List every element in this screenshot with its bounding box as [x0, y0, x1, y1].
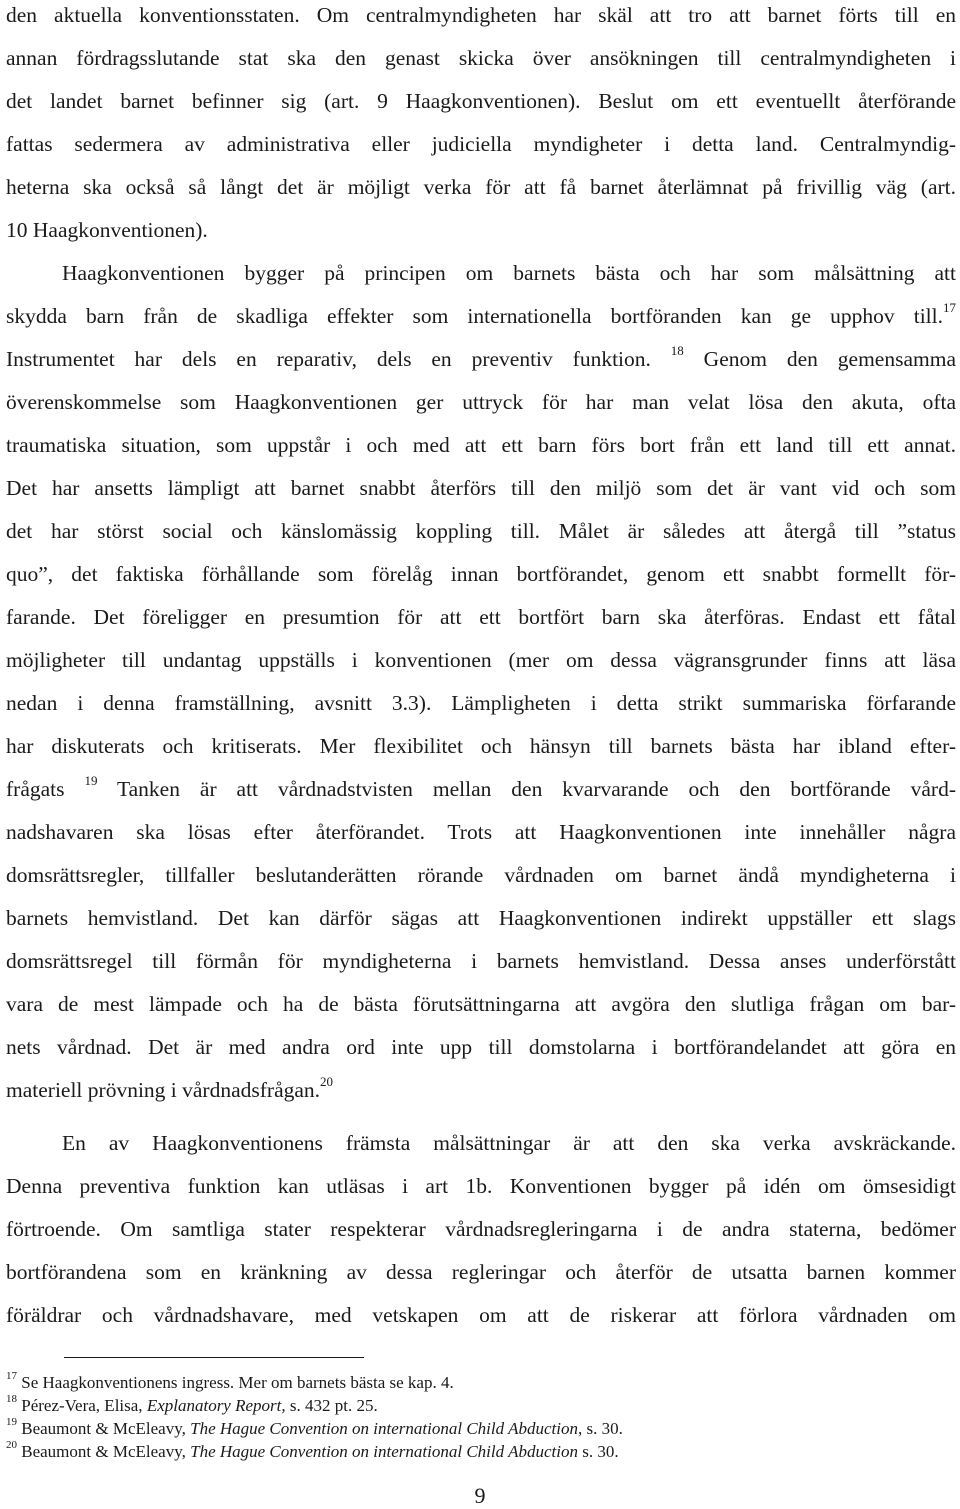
footnote-number: 17 — [6, 1370, 17, 1383]
body-line: överenskommelse som Haagkonventionen ger uttryck för har man velat lösa den akuta, ofta — [6, 390, 956, 414]
footnote — [6, 1441, 619, 1463]
body-line: domsrättsregel till förmån för myndigheterna i barnets hemvistland. Dessa anses underförstått — [6, 949, 956, 973]
footnote-separator — [64, 1357, 364, 1358]
body-line: vara de mest lämpade och ha de bästa förutsättningarna att avgöra den slutliga frågan om bar- — [6, 992, 956, 1016]
footnote-number: 19 — [6, 1416, 17, 1429]
body-line: Denna preventiva funktion kan utläsas i art 1b. Konventionen bygger på idén om ömsesidigt — [6, 1174, 956, 1198]
body-line — [6, 299, 956, 329]
footnote — [6, 1418, 623, 1440]
body-line: nets vårdnad. Det är med andra ord inte upp till domstolarna i bortförandelandet att göra en — [6, 1035, 956, 1059]
body-line: nedan i denna framställning, avsnitt 3.3). Lämpligheten i detta strikt summariska förfarande — [6, 691, 956, 715]
body-text: Tanken är att vårdnadstvisten mellan den kvarvarande och den bortförande vård- — [117, 777, 956, 801]
body-line — [6, 342, 956, 372]
body-line: En av Haagkonventionens främsta målsättningar är att den ska verka avskräckande. — [62, 1131, 956, 1155]
footnote-title: The Hague Convention on international Child Abduction — [190, 1442, 578, 1461]
footnote-title: Explanatory Report, — [146, 1396, 286, 1415]
footnote-ref: 17 — [943, 299, 956, 315]
page-number: 9 — [474, 1483, 486, 1508]
body-line: möjligheter till undantag uppställs i konventionen (mer om dessa vägransgrunder finns att läsa — [6, 648, 956, 672]
body-line: Det har ansetts lämpligt att barnet snabbt återförs till den miljö som det är vant vid och som — [6, 476, 956, 500]
body-text: materiell prövning i vårdnadsfrågan. — [6, 1078, 321, 1102]
body-text: Instrumentet har dels en reparativ, dels en preventiv funktion. — [6, 347, 651, 371]
footnote-ref: 18 — [670, 342, 684, 358]
footnote-text: s. 30. — [577, 1442, 619, 1461]
body-line: barnets hemvistland. Det kan därför sägas att Haagkonventionen indirekt uppställer ett slags — [6, 906, 956, 930]
body-line: förtroende. Om samtliga stater respekterar vårdnadsregleringarna i de andra staterna, bedömer — [6, 1217, 956, 1241]
body-line: föräldrar och vårdnadshavare, med vetskapen om att de riskerar att förlora vårdnaden om — [6, 1303, 956, 1327]
body-line: farande. Det föreligger en presumtion för att ett bortfört barn ska återföras. Endast ett fåtal — [6, 605, 956, 629]
body-line: det landet barnet befinner sig (art. 9 Haagkonventionen). Beslut om ett eventuellt återförande — [6, 89, 956, 113]
body-line: traumatiska situation, som uppstår i och med att ett barn förs bort från ett land till ett annat. — [6, 433, 956, 457]
footnote-number: 18 — [6, 1393, 17, 1406]
body-line — [6, 1073, 956, 1103]
body-line: bortförandena som en kränkning av dessa regleringar och återför de utsatta barnen kommer — [6, 1260, 956, 1284]
body-line: 10 Haagkonventionen). — [6, 218, 208, 242]
body-line: fattas sedermera av administrativa eller judiciella myndigheter i detta land. Centralmyndig- — [6, 132, 956, 156]
body-line — [6, 772, 956, 802]
footnote-ref: 19 — [84, 772, 98, 788]
body-line: domsrättsregler, tillfaller beslutanderätten rörande vårdnaden om barnet ändå myndigheterna i — [6, 863, 956, 887]
footnote-title: The Hague Convention on international Child Abduction — [190, 1419, 578, 1438]
footnote-text: Pérez-Vera, Elisa, — [21, 1396, 147, 1415]
footnote-text: s. 432 pt. 25. — [285, 1396, 378, 1415]
body-line: annan fördragsslutande stat ska den genast skicka över ansökningen till centralmyndigheten i — [6, 46, 956, 70]
body-line: Haagkonventionen bygger på principen om barnets bästa och har som målsättning att — [62, 261, 956, 285]
body-line: quo”, det faktiska förhållande som förelåg innan bortförandet, genom ett snabbt formellt för- — [6, 562, 956, 586]
body-text: frågats — [6, 777, 65, 801]
footnote-number: 20 — [6, 1439, 17, 1452]
body-line: den aktuella konventionsstaten. Om centralmyndigheten har skäl att tro att barnet förts till en — [6, 3, 956, 27]
footnote-text: , s. 30. — [577, 1419, 623, 1438]
body-line: har diskuterats och kritiserats. Mer flexibilitet och hänsyn till barnets bästa har ibland efter- — [6, 734, 956, 758]
footnote-ref: 20 — [320, 1073, 334, 1089]
body-line: heterna ska också så långt det är möjligt verka för att få barnet återlämnat på frivillig väg (art. — [6, 175, 956, 199]
footnote — [6, 1395, 378, 1417]
body-text: skydda barn från de skadliga effekter som internationella bortföranden kan ge upphov till. — [6, 304, 943, 328]
footnote-text: Beaumont & McEleavy, — [21, 1442, 191, 1461]
body-line: nadshavaren ska lösas efter återförandet. Trots att Haagkonventionen inte innehåller några — [6, 820, 956, 844]
footnote — [6, 1372, 454, 1394]
footnote-text: Se Haagkonventionens ingress. Mer om barnets bästa se kap. 4. — [21, 1373, 454, 1392]
body-text: Genom den gemensamma — [703, 347, 956, 371]
body-line: det har störst social och känslomässig koppling till. Målet är således att återgå till ”status — [6, 519, 956, 543]
footnote-text: Beaumont & McEleavy, — [21, 1419, 191, 1438]
